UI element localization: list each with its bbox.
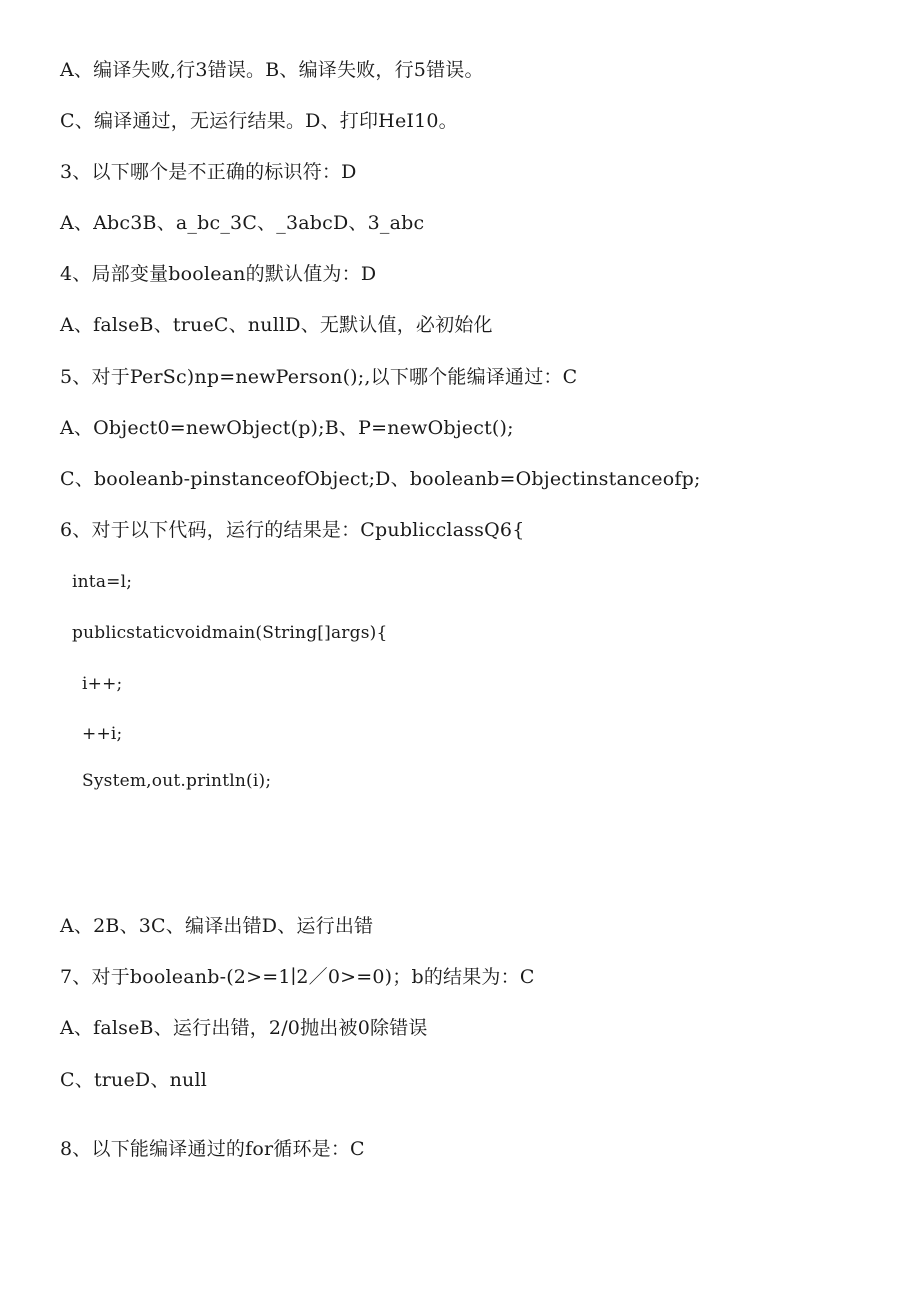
question-5-options-ab: A、Object0=newObject(p);B、P=newObject(); xyxy=(60,417,514,439)
code-line: ++i; xyxy=(82,724,123,744)
question-3-options: A、Abc3B、a_bc_3C、_3abcD、3_abc xyxy=(60,212,425,234)
question-5-options-cd: C、booleanb-pinstanceofObject;D、booleanb=Objectinstanceofp; xyxy=(60,468,701,490)
question-8: 8、以下能编译通过的for循环是：C xyxy=(60,1138,365,1160)
answer-options-line: C、编译通过，无运行结果。D、打印HeI10。 xyxy=(60,110,458,132)
code-line: publicstaticvoidmain(String[]args){ xyxy=(72,623,388,643)
question-7-options-ab: A、falseB、运行出错，2/0抛出被0除错误 xyxy=(60,1017,428,1039)
question-5: 5、对于PerSc)np=newPerson();,以下哪个能编译通过：C xyxy=(60,366,578,388)
question-7-options-cd: C、trueD、null xyxy=(60,1069,207,1091)
answer-options-line: A、编译失败,行3错误。B、编译失败，行5错误。 xyxy=(60,59,484,81)
question-4: 4、局部变量boolean的默认值为：D xyxy=(60,263,377,285)
code-line: inta=l; xyxy=(72,572,133,592)
question-6-options: A、2B、3C、编译出错D、运行出错 xyxy=(60,915,374,937)
question-6: 6、对于以下代码，运行的结果是：CpublicclassQ6{ xyxy=(60,519,525,541)
code-line: i++; xyxy=(82,674,123,694)
question-3: 3、以下哪个是不正确的标识符：D xyxy=(60,161,357,183)
code-line: System,out.println(i); xyxy=(82,771,272,791)
question-4-options: A、falseB、trueC、nullD、无默认值，必初始化 xyxy=(60,314,493,336)
question-7: 7、对于booleanb-(2>=1∣2／0>=0)；b的结果为：C xyxy=(60,966,535,988)
